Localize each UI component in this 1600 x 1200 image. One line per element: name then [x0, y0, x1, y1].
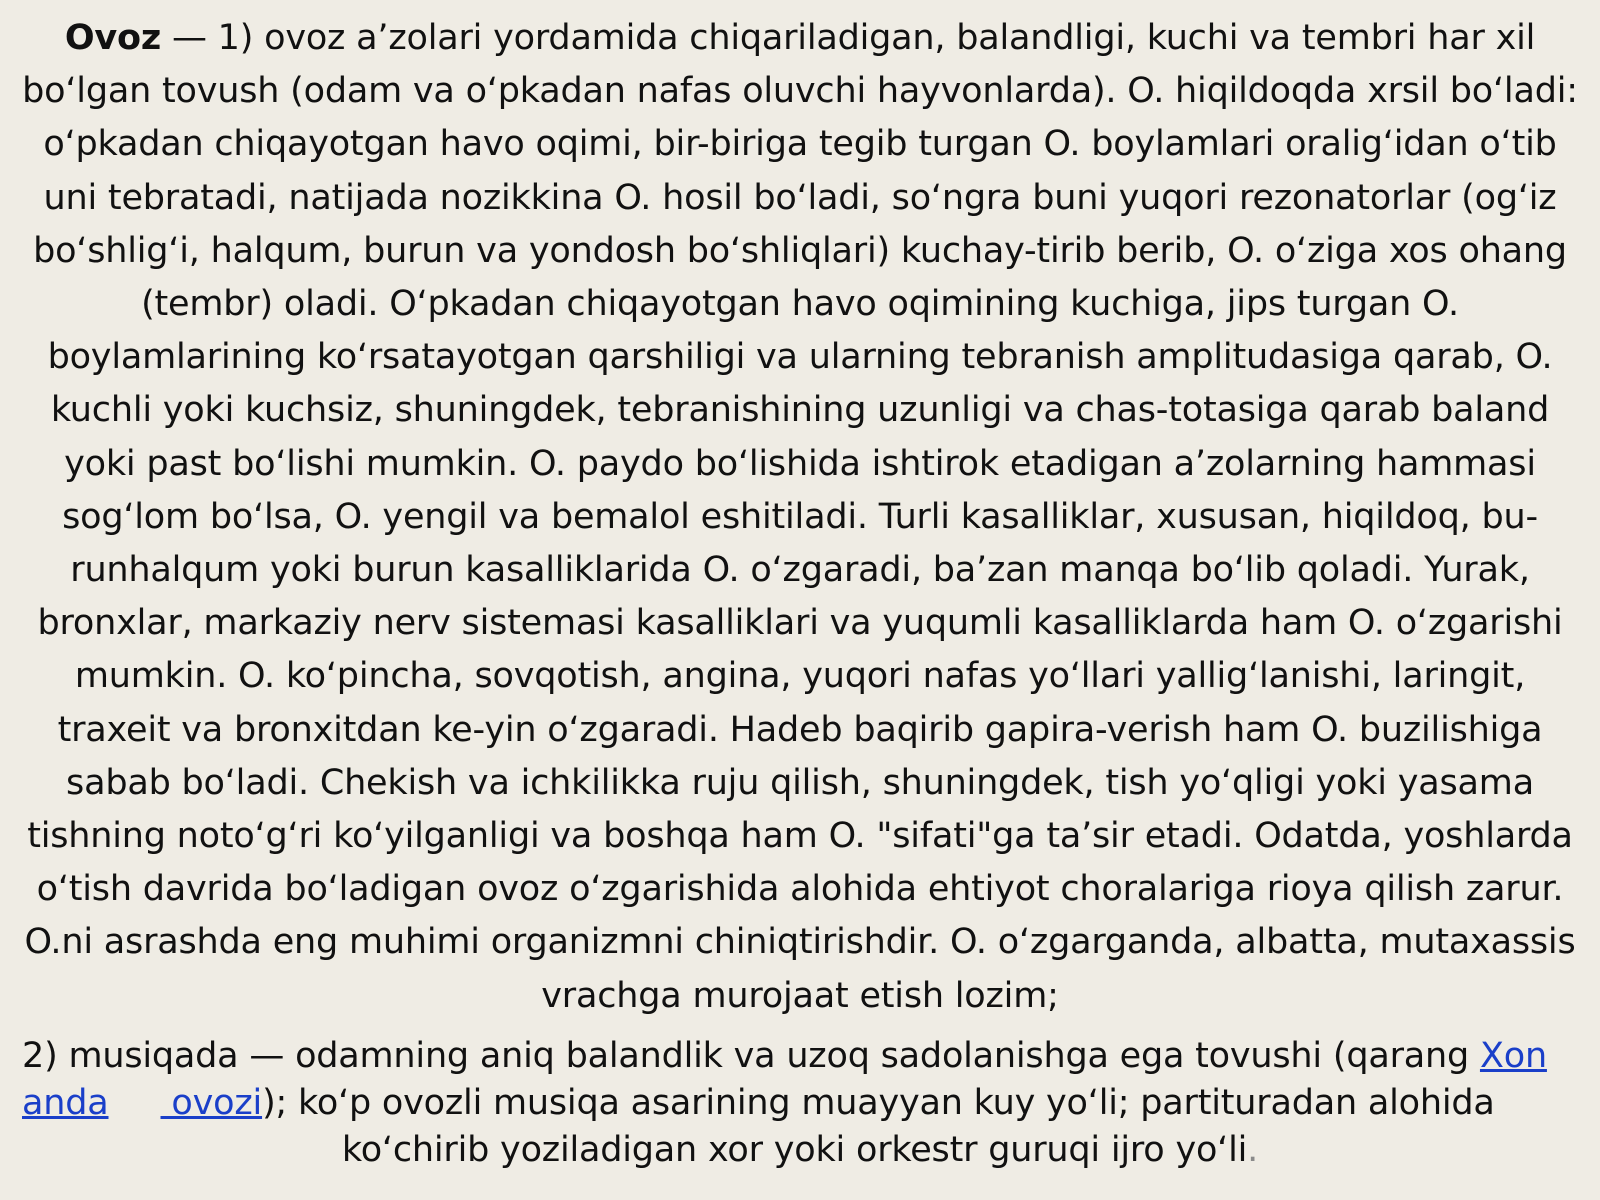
- definition-2-last: ko‘chirib yoziladigan xor yoki orkestr guruqi ijro yo‘li: [341, 1129, 1248, 1170]
- definition-1: [22, 12, 1578, 1023]
- term-title: Ovoz: [64, 18, 162, 58]
- definition-2-mid: ); ko‘p ovozli musiqa asarining muayyan kuy yo‘li; partituradan alohida: [262, 1082, 1495, 1123]
- xonanda-ovozi-link-part3[interactable]: ovozi: [160, 1082, 263, 1123]
- final-period: .: [1247, 1129, 1259, 1170]
- xonanda-ovozi-link-part1[interactable]: Xon: [1479, 1035, 1547, 1076]
- definition-2-lines: [22, 1033, 1578, 1127]
- definition-1-text: — 1) ovoz a’zolari yordamida chiqariladigan, balandligi, kuchi va tembri har xil bo‘lgan tovush (odam va o‘pkadan nafas oluvchi hayvonlarda). O. hiqildoqda xrsil bo‘ladi: o‘pkadan chiqayotgan havo oqimi, bir-biriga tegib turgan O. boylamlari oralig‘idan o‘tib uni tebratadi, natijada nozikkina O. hosil bo‘ladi, so‘ngra buni yuqori rezonatorlar (og‘iz bo‘shlig‘i, halqum, burun va yondosh bo‘shliqlari) kuchay-tirib berib, O. o‘ziga xos ohang (tembr) oladi. O‘pkadan chiqayotgan havo oqimining kuchiga, jips turgan O. boylamlarining ko‘rsatayotgan qarshiligi va ularning tebranish amplitudasiga qarab, O. kuchli yoki kuchsiz, shuningdek, tebranishining uzunligi va chas-totasiga qarab baland yoki past bo‘lishi mumkin. O. paydo bo‘lishida ishtirok etadigan a’zolarning hammasi sog‘lom bo‘lsa, O. yengil va bemalol eshitiladi. Turli kasalliklar, xususan, hiqildoq, bu-runhalqum yoki burun kasalliklarida O. o‘zgaradi, ba’zan manqa bo‘lib qoladi. Yurak, bronxlar, markaziy nerv sistemasi kasalliklari va yuqumli kasalliklarda ham O. o‘zgarishi mumkin. O. ko‘pincha, sovqotish, angina, yuqori nafas yo‘llari yallig‘lanishi, laringit, traxeit va bronxitdan ke-yin o‘zgaradi. Hadeb baqirib gapira-verish ham O. buzilishiga sabab bo‘ladi. Chekish va ichkilikka ruju qilish, shuningdek, tish yo‘qligi yoki yasama tishning noto‘g‘ri ko‘yilganligi va boshqa ham O. "sifati"ga ta’sir etadi. Odatda, yoshlarda o‘tish davrida bo‘ladigan ovoz o‘zgarishida alohida ehtiyot choralariga rioya qilish zarur. O.ni asrashda eng muhimi organizmni chiniqtirishdir. O. o‘zgarganda, albatta, mutaxassis vrachga murojaat etish lozim;: [22, 18, 1578, 1016]
- xonanda-ovozi-link-part2[interactable]: anda: [22, 1082, 109, 1123]
- definition-2: [22, 1033, 1578, 1174]
- definition-2-prefix: 2) musiqada — odamning aniq balandlik va uzoq sadolanishga ega tovushi (qarang: [22, 1035, 1480, 1076]
- definition-2-last-line: [22, 1127, 1578, 1174]
